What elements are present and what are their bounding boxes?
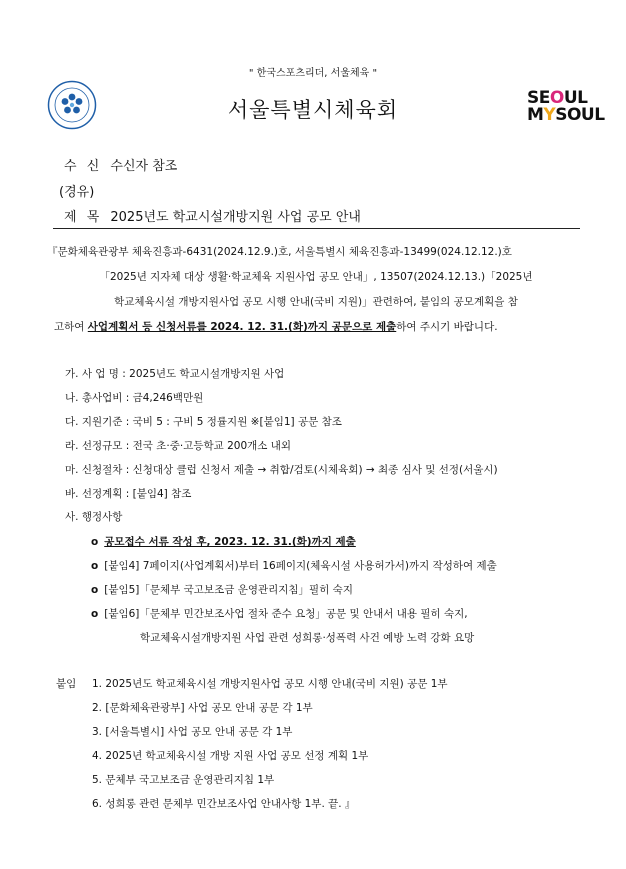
subject-value: 2025년도 학교시설개방지원 사업 공모 안내 xyxy=(110,210,361,225)
item-procedure: 마. 신청절차 : 신청대상 클럽 신청서 제출 → 취합/검토(시체육회) → 최종 심사 및 선정(서울시) xyxy=(65,464,498,476)
divider xyxy=(53,228,580,229)
item-scale: 라. 선정규모 : 전국 초·중·고등학교 200개소 내외 xyxy=(65,440,292,452)
attachment-4: 4. 2025년 학교체육시설 개방 지원 사업 공모 선정 계획 1부 xyxy=(92,750,369,762)
attachment-6: 6. 성희롱 관련 문체부 민간보조사업 안내사항 1부. 끝. 』 xyxy=(92,798,356,810)
body-line-2: 「2025년 지자체 대상 생활·학교체육 지원사업 공모 안내」, 13507(2024.12.13.)「2025년 xyxy=(99,271,533,283)
item-admin: 사. 행정사항 xyxy=(65,511,123,523)
admin-2: o [붙임4] 7페이지(사업계획서)부터 16페이지(체육시설 사용허가서)까지 작성하여 제출 xyxy=(91,560,497,572)
admin-4: o [붙임6]「문체부 민간보조사업 절차 준수 요청」공문 및 안내서 내용 필히 숙지, xyxy=(91,608,468,620)
subject-label: 제 목 xyxy=(64,210,103,225)
subject-row xyxy=(64,206,361,225)
attachments-label: 붙임 xyxy=(56,678,77,690)
bullet: o xyxy=(91,584,99,596)
attachment-2: 2. [문화체육관광부] 사업 공모 안내 공문 각 1부 xyxy=(92,702,313,714)
admin-1: o 공모접수 서류 작성 후, 2023. 12. 31.(화)까지 제출 xyxy=(91,536,356,548)
deadline-emphasis: 사업계획서 등 신청서류를 2024. 12. 31.(화)까지 공문으로 제출 xyxy=(87,321,397,333)
bullet: o xyxy=(91,536,99,548)
item-name: 가. 사 업 명 : 2025년도 학교시설개방지원 사업 xyxy=(65,368,285,380)
body-line-4: 고하여 사업계획서 등 신청서류를 2024. 12. 31.(화)까지 공문으로 제출하여 주시기 바랍니다. xyxy=(54,321,498,333)
slogan: " 한국스포츠리더, 서울체육 " xyxy=(248,68,378,79)
item-criteria: 다. 지원기준 : 국비 5 : 구비 5 정률지원 ※[붙임1] 공문 참조 xyxy=(65,416,342,428)
attachment-3: 3. [서울특별시] 사업 공모 안내 공문 각 1부 xyxy=(92,726,293,738)
body-line-3: 학교체육시설 개방지원사업 공모 시행 안내(국비 지원)」관련하여, 붙임의 공모계획을 참 xyxy=(114,296,518,308)
bullet: o xyxy=(91,560,99,572)
attachment-1: 1. 2025년도 학교체육시설 개방지원사업 공모 시행 안내(국비 지원) 공문 1부 xyxy=(92,678,448,690)
admin-3: o [붙임5]「문체부 국고보조금 운영관리지침」필히 숙지 xyxy=(91,584,353,596)
seoul-my-soul-logo: SEOUL MYSOUL xyxy=(527,88,605,125)
admin-4-cont: 학교체육시설개방지원 사업 관련 성희롱·성폭력 사건 예방 노력 강화 요망 xyxy=(140,632,475,644)
recipient-label: 수 신 xyxy=(64,159,103,174)
item-budget: 나. 총사업비 : 금4,246백만원 xyxy=(65,392,204,404)
recipient-value: 수신자 참조 xyxy=(110,159,178,174)
body-line-1: 『문화체육관광부 체육진흥과-6431(2024.12.9.)호, 서울특별시 체육진흥과-13499(024.12.12.)호 xyxy=(47,246,512,258)
recipient-row xyxy=(64,155,177,174)
via-label: (경유) xyxy=(59,185,95,200)
item-plan: 바. 선정계획 : [붙임4] 참조 xyxy=(65,488,192,500)
attachment-5: 5. 문체부 국고보조금 운영관리지침 1부 xyxy=(92,774,275,786)
org-name: 서울특별시체육회 xyxy=(227,98,399,122)
bullet: o xyxy=(91,608,99,620)
